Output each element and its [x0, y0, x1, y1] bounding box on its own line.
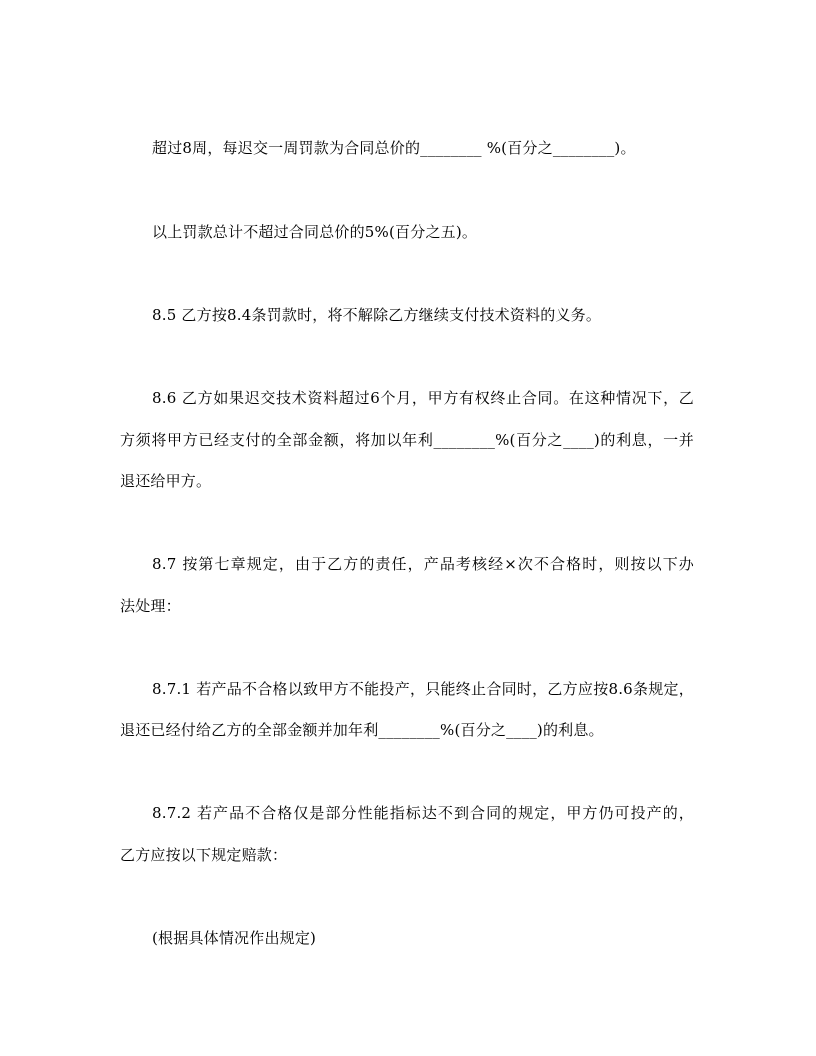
paragraph-line: 8.5 乙方按8.4条罚款时，将不解除乙方继续支付技术资料的义务。 — [152, 306, 602, 324]
paragraph-line: 8.6 乙方如果迟交技术资料超过6个月，甲方有权终止合同。在这种情况下，乙 — [152, 389, 694, 407]
paragraph-line: 退还已经付给乙方的全部金额并加年利________%(百分之____)的利息。 — [120, 721, 604, 739]
paragraph-line: 8.7.1 若产品不合格以致甲方不能投产，只能终止合同时，乙方应按8.6条规定， — [152, 680, 694, 698]
paragraph-line: (根据具体情况作出规定) — [152, 929, 317, 947]
paragraph-line: 法处理： — [120, 597, 181, 615]
paragraph-line: 乙方应按以下规定赔款： — [120, 846, 288, 864]
paragraph-line: 以上罚款总计不超过合同总价的5%(百分之五)。 — [152, 223, 478, 241]
paragraph-line: 方须将甲方已经支付的全部金额，将加以年利________%(百分之____)的利息，一并 — [120, 431, 694, 449]
paragraph-line: 退还给甲方。 — [120, 472, 212, 490]
paragraph-line: 超过8周，每迟交一周罚款为合同总价的________ %(百分之________)。 — [152, 139, 636, 157]
paragraph-line: 8.7.2 若产品不合格仅是部分性能指标达不到合同的规定，甲方仍可投产的， — [152, 804, 694, 822]
paragraph-line: 8.7 按第七章规定，由于乙方的责任，产品考核经×次不合格时，则按以下办 — [152, 555, 694, 573]
